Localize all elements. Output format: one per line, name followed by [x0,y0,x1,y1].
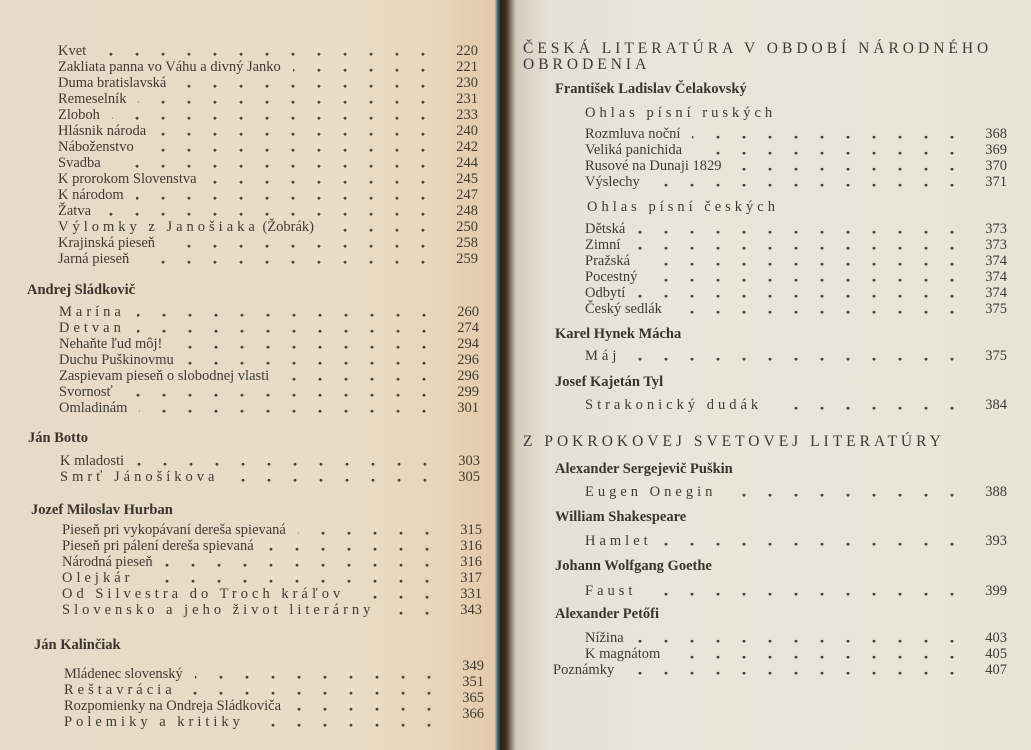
entry-page: 384 [985,397,1007,413]
leader-dots [356,586,440,602]
leader-dots [298,522,440,538]
leader-dots [103,203,436,219]
entry-page: 365 [462,690,484,706]
entry-page: 221 [456,59,478,75]
entry-title: Pražská [585,253,631,269]
toc-entry[interactable] [58,75,478,91]
entry-page: 316 [460,554,482,570]
leader-dots [112,107,436,123]
toc-entry[interactable] [58,91,478,107]
toc-entry[interactable] [585,583,1007,599]
entry-page: 316 [460,538,482,554]
toc-entry[interactable] [58,155,478,171]
toc-entry[interactable] [58,251,478,267]
entry-page: 399 [985,583,1007,599]
toc-entry[interactable] [585,174,1007,190]
entry-title: Pocestný [585,269,638,285]
entry-page: 220 [456,43,478,59]
entry-title: Zimní [585,237,621,253]
toc-entry[interactable] [59,368,479,384]
leader-dots [632,237,965,253]
toc-entry[interactable] [58,123,478,139]
author-heading: Josef Kajetán Tyl [555,374,664,390]
entry-title: Krajinská pieseň [58,235,156,251]
leader-dots [158,123,436,139]
leader-dots [636,630,965,646]
leader-dots [136,187,436,203]
leader-dots [98,43,436,59]
entry-page: 315 [460,522,482,538]
entry-page: 343 [460,602,482,618]
leader-dots [266,538,440,554]
toc-entry[interactable] [59,384,479,400]
section-heading: Z POKROKOVEJ SVETOVEJ LITERATÚRY [523,433,945,450]
leader-dots [694,142,965,158]
entry-title: Reštavrácia [64,682,176,698]
entry-title: Rozmluva noční [585,126,681,142]
toc-entry[interactable] [64,658,484,682]
entry-title: Kvet [58,43,87,59]
entry-title-spaced: Výlomky z Janošiaka [58,219,259,235]
entry-page: 301 [457,400,479,416]
entry-title: Dětská [585,221,626,237]
entry-title: Svornosť [59,384,113,400]
toc-entry[interactable] [585,484,1007,500]
entry-title-suffix: (Žobrák) [262,219,314,235]
toc-entry[interactable] [62,522,482,538]
toc-entry[interactable] [585,285,1007,301]
entry-title: Náboženstvo [58,139,134,155]
leader-dots [146,139,436,155]
toc-entry[interactable] [62,538,482,554]
author-heading: Ján Kalinčiak [34,637,121,653]
toc-entry[interactable] [585,253,1007,269]
toc-entry[interactable] [62,554,482,570]
entry-title: Strakonický dudák [585,397,763,413]
entry-page: 259 [456,251,478,267]
entry-title: Pieseň pri vykopávaní dereša spievaná [62,522,286,538]
leader-dots [136,453,438,469]
entry-page: 240 [456,123,478,139]
entry-page: 233 [456,107,478,123]
leader-dots [664,533,965,549]
entry-title: Veliká panichida [585,142,683,158]
entry-title: Žatva [58,203,92,219]
entry-title: Národná pieseň [62,554,153,570]
subsection-heading: Ohlas písní ruských [585,105,777,121]
section-heading-line2: OBRODENIA [523,56,651,73]
toc-entry[interactable] [58,139,478,155]
leader-dots [293,698,442,714]
entry-title: Duchu Puškinovmu [59,352,174,368]
toc-entry[interactable] [585,301,1007,317]
section-heading-line1: ČESKÁ LITERATÚRA V OBDOBÍ NÁRODNÉHO [523,40,993,57]
toc-entry[interactable] [58,203,478,219]
entry-page: 296 [457,352,479,368]
entry-page: 274 [457,320,479,336]
toc-entry-notes[interactable] [553,662,1007,678]
entry-title: Nížina [585,630,624,646]
entry-title: Jarná pieseň [58,251,130,267]
entry-title: Eugen Onegin [585,484,717,500]
leader-dots [652,174,965,190]
leader-dots [637,285,965,301]
entry-page: 405 [985,646,1007,662]
leader-dots [734,158,965,174]
leader-dots [138,91,436,107]
leader-dots [672,646,965,662]
toc-entry[interactable] [58,107,478,123]
entry-title: Máj [585,348,621,364]
entry-page: 294 [457,336,479,352]
entry-title: Poznámky [553,662,615,678]
entry-page: 258 [456,235,478,251]
right-page [517,0,1031,750]
leader-dots [174,336,437,352]
leader-dots [178,75,436,91]
author-heading: William Shakespeare [555,509,687,525]
entry-title: Polemiky a kritiky [64,714,244,730]
entry-page: 403 [985,630,1007,646]
toc-entry[interactable] [59,320,479,336]
leader-dots [165,554,440,570]
entry-page: 373 [985,221,1007,237]
leader-dots [145,570,440,586]
entry-page: 299 [457,384,479,400]
toc-entry[interactable] [585,630,1007,646]
entry-page: 371 [985,174,1007,190]
entry-title: Omladinám [59,400,128,416]
leader-dots [137,320,437,336]
entry-title: K prorokom Slovenstva [58,171,197,187]
entry-page: 242 [456,139,478,155]
leader-dots [125,384,437,400]
toc-entry[interactable] [58,171,478,187]
entry-page: 303 [458,453,480,469]
entry-title: Rozpomienky na Ondreja Sládkoviča [64,698,282,714]
entry-page: 317 [460,570,482,586]
entry-page: 250 [456,219,478,235]
toc-entry[interactable] [58,43,478,59]
entry-page: 230 [456,75,478,91]
toc-entry[interactable] [60,453,480,469]
left-page [0,0,495,750]
entry-page: 231 [456,91,478,107]
entry-title: Odbytí [585,285,626,301]
toc-entry[interactable] [58,235,478,251]
leader-dots [642,253,965,269]
toc-entry[interactable] [60,469,480,485]
entry-page: 305 [458,469,480,485]
entry-page: 373 [985,237,1007,253]
entry-title: Výslechy [585,174,640,190]
entry-title: Zakliata panna vo Váhu a divný Janko [58,59,281,75]
entry-page: 374 [985,269,1007,285]
book-spine [495,0,517,750]
toc-entry[interactable] [58,59,478,75]
entry-title: Duma bratislavská [58,75,167,91]
entry-title: Mládenec slovenský [64,666,183,682]
author-heading: Johann Wolfgang Goethe [555,558,712,574]
leader-dots [293,59,436,75]
entry-page: 366 [462,706,484,722]
author-heading: Alexander Sergejevič Puškin [555,461,733,477]
author-heading: Jozef Miloslav Hurban [31,502,173,518]
author-heading: Andrej Sládkovič [27,282,136,298]
author-heading: Alexander Petőfi [555,606,660,622]
entry-page: 260 [457,304,479,320]
entry-title: K magnátom [585,646,661,662]
toc-entry[interactable] [62,570,482,586]
toc-entry[interactable] [585,126,1007,142]
entry-title: Marína [59,304,125,320]
entry-page: 375 [985,348,1007,364]
leader-dots [649,269,965,285]
entry-title: Svadba [58,155,101,171]
author-heading: František Ladislav Čelakovský [555,81,747,97]
entry-page: 407 [985,662,1007,678]
entry-title: K národom [58,187,124,203]
toc-entry[interactable] [585,348,1007,364]
leader-dots [137,304,437,320]
entry-page: 393 [985,533,1007,549]
entry-title: Hamlet [585,533,652,549]
entry-title: Smrť Jánošíkova [60,469,219,485]
leader-dots [386,602,440,618]
leader-dots [230,469,438,485]
toc-entry[interactable] [59,336,479,352]
entry-title [58,219,318,235]
entry-title: Zloboh [58,107,100,123]
leader-dots [141,251,436,267]
leader-dots [326,219,436,235]
toc-entry[interactable] [58,187,478,203]
author-heading: Ján Botto [28,430,89,446]
toc-entry[interactable] [59,352,479,368]
toc-entry[interactable] [585,221,1007,237]
toc-entry[interactable] [62,586,482,602]
leader-dots [139,400,437,416]
entry-title: Remeselník [58,91,127,107]
toc-entry[interactable] [585,158,1007,174]
leader-dots [674,301,965,317]
entry-title: Český sedlák [585,301,662,317]
entry-page: 349 [462,658,484,674]
toc-entry[interactable] [59,400,479,416]
leader-dots [113,155,436,171]
leader-dots [195,666,442,682]
leader-dots [728,484,965,500]
entry-page: 375 [985,301,1007,317]
leader-dots [626,662,965,678]
entry-title: Od Silvestra do Troch kráľov [62,586,345,602]
leader-dots [648,583,965,599]
entry-page: 351 [462,674,484,690]
entry-title: Olejkár [62,570,134,586]
toc-entry[interactable] [585,397,1007,413]
leader-dots [209,171,436,187]
entry-page: 244 [456,155,478,171]
toc-entry[interactable] [585,269,1007,285]
entry-title: Hlásnik národa [58,123,147,139]
toc-entry[interactable] [585,142,1007,158]
subsection-heading: Ohlas písní českých [587,199,779,215]
entry-page: 248 [456,203,478,219]
entry-page: 370 [985,158,1007,174]
entry-page: 374 [985,253,1007,269]
entry-title: Zaspievam pieseň o slobodnej vlasti [59,368,270,384]
entry-title: Nehaňte ľud môj! [59,336,163,352]
leader-dots [167,235,436,251]
entry-title: Detvan [59,320,125,336]
leader-dots [256,714,442,730]
leader-dots [692,126,965,142]
toc-entry[interactable] [62,602,482,618]
entry-title: Faust [585,583,637,599]
toc-entry[interactable] [59,304,479,320]
entry-title: Pieseň pri pálení dereša spievaná [62,538,254,554]
toc-entry[interactable] [585,237,1007,253]
leader-dots [632,348,965,364]
entry-title: K mladosti [60,453,125,469]
toc-entry[interactable] [585,646,1007,662]
leader-dots [186,352,437,368]
leader-dots [774,397,965,413]
entry-page: 374 [985,285,1007,301]
toc-entry[interactable] [585,533,1007,549]
entry-page: 388 [985,484,1007,500]
leader-dots [188,682,442,698]
leader-dots [637,221,965,237]
entry-page: 296 [457,368,479,384]
toc-entry[interactable] [58,219,478,235]
leader-dots [281,368,437,384]
author-heading: Karel Hynek Mácha [555,326,682,342]
entry-page: 368 [985,126,1007,142]
entry-title: Slovensko a jeho život literárny [62,602,375,618]
entry-page: 331 [460,586,482,602]
entry-title: Rusové na Dunaji 1829 [585,158,722,174]
entry-page: 245 [456,171,478,187]
entry-page: 369 [985,142,1007,158]
entry-page: 247 [456,187,478,203]
